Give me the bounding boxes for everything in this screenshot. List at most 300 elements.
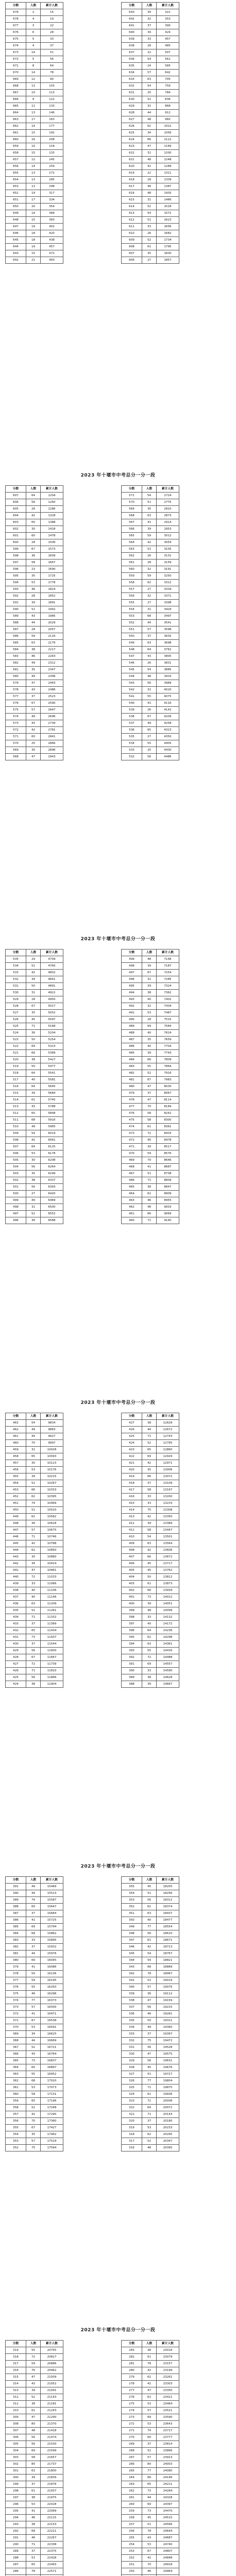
cell-score: 505 [6,1157,26,1164]
cell-count: 32 [142,103,157,110]
cell-score: 264 [122,2475,142,2481]
cell-score: 368 [6,2038,26,2044]
cell-score: 560 [122,566,142,573]
table-row [6,2528,63,2535]
cell-score: 478 [122,1097,142,1104]
cell-score: 318 [6,2354,26,2361]
cell-cumulative: 1623 [157,217,179,224]
cell-count: 27 [142,600,157,606]
table-row [122,1057,179,1063]
table-row [122,2361,179,2367]
cell-cumulative: 90 [41,76,63,83]
cell-cumulative: 21143 [41,2394,63,2401]
cell-count: 63 [142,1910,157,1917]
cell-count: 72 [26,2354,41,2361]
cell-score: 496 [122,976,142,983]
table-row [6,1634,63,1641]
cell-count: 66 [142,1473,157,1480]
cell-cumulative: 4841 [41,976,63,983]
cell-cumulative: 23777 [157,2434,179,2441]
cell-count: 64 [142,1628,157,1634]
table-row [6,2434,63,2441]
cell-count: 53 [26,580,41,586]
cell-cumulative: 2739 [41,720,63,727]
cell-count: 47 [142,1083,157,1090]
table-row [122,1460,179,1467]
table-row [122,1991,179,1997]
cell-count: 52 [142,96,157,103]
cell-score: 622 [122,150,142,157]
cell-cumulative: 457 [157,36,179,43]
cell-count: 51 [142,499,157,506]
cell-count: 42 [26,1137,41,1144]
cell-cumulative: 9997 [41,1440,63,1447]
table-row [122,1130,179,1137]
cell-cumulative: 14236 [157,1628,179,1634]
table-row [122,2454,179,2461]
table-row [122,956,179,963]
cell-score: 345 [122,1951,142,1957]
cell-score: 535 [122,734,142,740]
cell-cumulative: 19631 [157,2058,179,2064]
cell-count: 62 [142,1634,157,1641]
cell-count: 71 [26,1023,41,1030]
cell-count: 33 [142,1494,157,1500]
cell-score: 634 [122,70,142,76]
cell-cumulative: 21181 [41,2401,63,2408]
cell-count: 54 [142,1951,157,1957]
cell-count: 56 [26,499,41,506]
cell-count: 47 [142,1097,157,1104]
cell-cumulative: 22 [41,23,63,29]
cell-score: 469 [122,1157,142,1164]
cell-score: 497 [6,1211,26,1217]
table-row [122,1050,179,1057]
cell-count: 68 [142,1964,157,1971]
table-row [6,1440,63,1447]
cell-cumulative: 4405 [157,740,179,747]
cell-score: 581 [6,667,26,673]
table-row [122,2024,179,2031]
cell-count: 50 [26,1037,41,1043]
cell-cumulative: 22153 [41,2521,63,2528]
cell-count: 65 [142,727,157,734]
cell-score: 595 [6,573,26,580]
cell-count: 4 [26,43,41,49]
table-row [122,2434,179,2441]
table-row [122,2125,179,2131]
cell-score: 359 [6,2098,26,2105]
cell-score: 566 [122,526,142,533]
cell-cumulative: 5581 [41,1077,63,1083]
cell-cumulative: 17131 [41,2091,63,2098]
cell-count: 55 [142,1063,157,1070]
cell-score: 503 [6,1171,26,1177]
cell-count: 77 [142,2078,157,2084]
cell-score: 438 [6,1587,26,1594]
table-row [122,1904,179,1910]
cell-cumulative: 20886 [41,2361,63,2367]
cell-count: 49 [26,673,41,680]
cell-score: 301 [6,2468,26,2475]
cell-cumulative: 4760 [41,963,63,970]
cell-score: 607 [6,493,26,499]
table-row [122,740,179,747]
cell-score: 487 [122,1037,142,1043]
table-row [6,1951,63,1957]
cell-cumulative: 146 [41,110,63,116]
cell-cumulative: 28 [41,29,63,36]
cell-cumulative: 17462 [41,2131,63,2138]
cell-count: 54 [26,1420,41,1427]
table-row [6,573,63,580]
table-row [122,2011,179,2018]
cell-cumulative: 17594 [41,2145,63,2151]
cell-cumulative: 1248 [157,157,179,163]
cell-score: 670 [6,70,26,76]
cell-score: 666 [6,96,26,103]
cell-cumulative: 24003 [157,2461,179,2468]
cell-score: 647 [6,224,26,230]
cell-cumulative: 24470 [157,2508,179,2515]
cell-cumulative: 78 [41,70,63,76]
cell-cumulative: 17360 [41,2118,63,2125]
table-row [6,2387,63,2394]
table-row [122,1030,179,1037]
cell-cumulative: 8687 [157,1164,179,1171]
cell-cumulative: 9927 [41,1433,63,1440]
cell-cumulative: 1725 [41,573,63,580]
table-row [6,586,63,593]
cell-cumulative: 1286 [41,506,63,513]
cell-count: 32 [142,593,157,600]
table-row [6,1628,63,1634]
header-count: 人数 [26,1413,41,1420]
cell-count: 39 [142,1050,157,1057]
cell-count: 60 [26,533,41,539]
table-row [122,1043,179,1050]
cell-score: 460 [6,1440,26,1447]
cell-cumulative: 56 [41,56,63,63]
cell-score: 645 [6,237,26,244]
cell-cumulative: 20180 [157,2118,179,2125]
cell-cumulative: 11106 [41,1587,63,1594]
cell-score: 386 [6,1917,26,1924]
cell-count: 53 [26,1150,41,1157]
cell-cumulative: 14172 [157,1621,179,1628]
table-row [6,1137,63,1144]
cell-cumulative: 2696 [41,714,63,720]
cell-cumulative: 8184 [157,1104,179,1110]
cell-count: 45 [142,2064,157,2071]
table-row [122,2138,179,2145]
table-row [6,2084,63,2091]
cell-cumulative: 5684 [41,1090,63,1097]
cell-score: 660 [6,137,26,143]
cell-cumulative: 7487 [157,1010,179,1016]
cell-count: 40 [26,1594,41,1601]
table-row [6,1977,63,1984]
cell-cumulative: 7402 [157,996,179,1003]
table-row [6,2145,63,2151]
cell-score: 606 [6,499,26,506]
cell-score: 441 [6,1567,26,1574]
header-cumulative: 累计人数 [157,486,179,493]
table-row [122,63,179,70]
table-row [122,1554,179,1561]
cell-count: 67 [26,546,41,553]
cell-cumulative: 24964 [157,2568,179,2575]
cell-cumulative: 7187 [157,963,179,970]
cell-count: 61 [142,2354,157,2361]
cell-score: 312 [6,2394,26,2401]
cell-score: 542 [122,687,142,693]
table-row [122,1157,179,1164]
cell-cumulative: 16045 [41,1957,63,1964]
cell-count: 61 [142,1937,157,1944]
cell-cumulative: 15587 [41,1897,63,1904]
cell-score: 636 [122,56,142,63]
table-row [122,990,179,996]
cell-count: 39 [26,600,41,606]
table-row [6,1197,63,1204]
cell-score: 545 [122,667,142,673]
cell-score: 553 [122,613,142,620]
cell-count: 5 [26,36,41,43]
cell-score: 353 [122,1897,142,1904]
cell-cumulative: 2486 [41,687,63,693]
cell-cumulative: 18205 [157,1884,179,1890]
table-row [6,2501,63,2508]
table-row [122,2428,179,2434]
cell-cumulative: 13717 [157,1561,179,1567]
cell-cumulative: 5389 [41,1050,63,1057]
table-row [6,1648,63,1654]
cell-count: 50 [142,1574,157,1581]
cell-cumulative: 1795 [157,244,179,250]
table-row [6,747,63,754]
cell-count: 38 [142,990,157,996]
cell-cumulative: 1734 [157,237,179,244]
table-row [122,157,179,163]
cell-cumulative: 4950 [41,996,63,1003]
cell-score: 409 [122,1540,142,1547]
cell-cumulative: 2914 [157,519,179,526]
table-row [6,1097,63,1104]
cell-cumulative: 177 [41,123,63,130]
cell-score: 445 [6,1540,26,1547]
cell-count: 32 [142,16,157,23]
cell-cumulative: 10093 [41,1453,63,1460]
table-row [122,1217,179,1224]
cell-count: 38 [142,2347,157,2354]
cell-count: 52 [26,2105,41,2111]
cell-score: 270 [122,2434,142,2441]
table-row [6,2421,63,2428]
cell-score: 629 [122,103,142,110]
table-row [6,673,63,680]
cell-score: 424 [122,1440,142,1447]
cell-cumulative: 23411 [157,2394,179,2401]
table-row [6,493,63,499]
cell-count: 56 [142,2004,157,2011]
table-row [122,1561,179,1567]
cell-count: 54 [142,210,157,217]
cell-score: 325 [122,2084,142,2091]
cell-count: 52 [142,1977,157,1984]
table-row [6,647,63,653]
cell-cumulative: 912 [157,110,179,116]
cell-count: 45 [142,1567,157,1574]
cell-score: 315 [6,2374,26,2381]
score-page [0,0,236,262]
cell-score: 463 [6,1420,26,1427]
cell-cumulative: 21052 [41,2381,63,2387]
cell-count: 51 [26,606,41,613]
header-score: 分数 [6,3,26,9]
cell-score: 580 [6,673,26,680]
cell-count: 40 [142,1621,157,1628]
cell-score: 361 [6,2084,26,2091]
table-header-row [122,1877,179,1884]
cell-score: 355 [6,2125,26,2131]
cell-count: 25 [26,740,41,747]
cell-count: 51 [142,2521,157,2528]
cell-score: 311 [6,2401,26,2408]
cell-score: 269 [122,2441,142,2448]
cell-score: 604 [6,513,26,519]
cell-count: 14 [26,70,41,76]
cell-cumulative: 21530 [41,2441,63,2448]
cell-count: 44 [26,620,41,626]
table-row [122,2555,179,2562]
cell-cumulative: 11810 [41,1668,63,1674]
cell-count: 54 [142,1957,157,1964]
header-count: 人数 [142,1877,157,1884]
cell-cumulative: 1056 [157,130,179,137]
cell-cumulative: 10961 [41,1567,63,1574]
table-row [122,2071,179,2078]
cell-score: 582 [6,660,26,667]
cell-score: 394 [122,1641,142,1648]
table-row [6,533,63,539]
table-row [122,1514,179,1520]
cell-count: 35 [142,1037,157,1043]
cell-cumulative: 24211 [157,2481,179,2488]
table-row [6,2428,63,2434]
cell-score: 404 [122,1574,142,1581]
cell-cumulative: 13672 [157,1554,179,1561]
header-count: 人数 [142,3,157,9]
cell-score: 435 [6,1607,26,1614]
table-row [6,506,63,513]
cell-count: 43 [26,2381,41,2387]
table-row [122,2548,179,2555]
cell-score: 281 [122,2361,142,2367]
cell-cumulative: 285 [41,177,63,183]
table-row [6,190,63,197]
header-cumulative: 累计人数 [157,950,179,956]
cell-score: 651 [6,197,26,204]
cell-score: 471 [122,1144,142,1150]
cell-cumulative: 7983 [157,1077,179,1083]
cell-cumulative: 13873 [157,1581,179,1587]
table-row [6,137,63,143]
cell-count: 37 [26,1910,41,1917]
cell-score: 407 [122,1554,142,1561]
cell-score: 675 [6,36,26,43]
table-row [122,1567,179,1574]
cell-score: 314 [6,2381,26,2387]
cell-score: 335 [122,2018,142,2024]
cell-score: 294 [6,2515,26,2521]
cell-cumulative: 485 [157,43,179,49]
cell-count: 53 [142,2541,157,2548]
cell-count: 57 [26,707,41,714]
header-count: 人数 [26,2341,41,2347]
score-page [0,1396,236,1686]
table-row [122,1124,179,1130]
cell-cumulative: 19936 [157,2091,179,2098]
table-row [6,1460,63,1467]
table-row [122,1097,179,1104]
cell-count: 52 [26,1480,41,1487]
cell-cumulative: 1518 [157,204,179,210]
cell-score: 363 [6,2071,26,2078]
cell-score: 533 [122,747,142,754]
table-row [122,1910,179,1917]
cell-cumulative: 20008 [157,2098,179,2105]
score-page [0,2324,236,2576]
cell-count: 33 [142,1668,157,1674]
cell-cumulative: 133 [41,103,63,110]
table-row [122,143,179,150]
cell-cumulative: 7362 [157,990,179,996]
cell-count: 35 [142,250,157,257]
cell-count: 65 [142,2481,157,2488]
cell-count: 75 [142,1507,157,1514]
cell-score: 397 [122,1621,142,1628]
table-row [122,1467,179,1473]
cell-cumulative: 51 [41,49,63,56]
header-count: 人数 [142,950,157,956]
cell-count: 56 [26,1184,41,1191]
cell-score: 473 [122,1130,142,1137]
cell-count: 40 [142,1030,157,1037]
cell-score: 429 [6,1648,26,1654]
cell-cumulative: 24080 [157,2468,179,2475]
cell-score: 277 [122,2387,142,2394]
cell-score: 447 [6,1527,26,1534]
cell-count: 31 [142,150,157,157]
table-row [122,2501,179,2508]
cell-score: 628 [122,110,142,116]
cell-cumulative: 383 [41,217,63,224]
cell-score: 293 [6,2521,26,2528]
table-row [6,1654,63,1661]
cell-count: 52 [26,1211,41,1217]
cell-count: 53 [26,2084,41,2091]
table-row [122,526,179,533]
table-row [6,217,63,224]
cell-cumulative: 7704 [157,1043,179,1050]
cell-score: 589 [6,613,26,620]
cell-score: 511 [6,1117,26,1124]
cell-cumulative: 1656 [157,224,179,230]
cell-cumulative: 6061 [41,1137,63,1144]
cell-score: 387 [6,1910,26,1917]
cell-score: 304 [6,2448,26,2454]
